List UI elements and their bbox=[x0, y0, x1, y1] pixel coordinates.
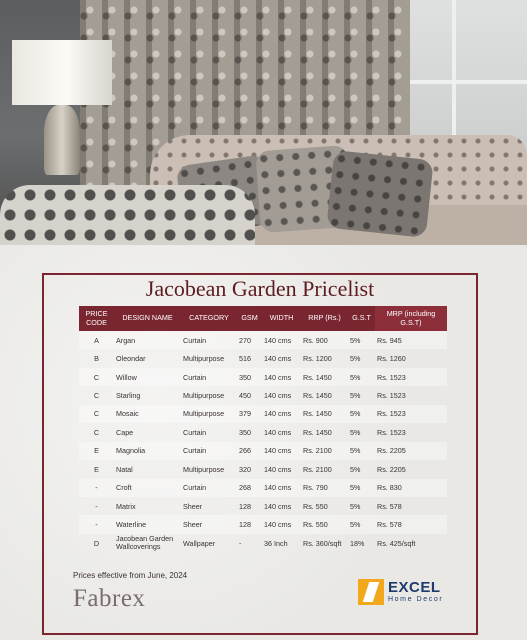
cell-category: Multipurpose bbox=[181, 405, 237, 423]
table-row bbox=[79, 386, 447, 404]
lamp-base bbox=[44, 105, 80, 175]
table-row bbox=[79, 368, 447, 386]
cell-design: Mosaic bbox=[114, 405, 181, 423]
cell-gst: 5% bbox=[348, 405, 375, 423]
cell-gst: 5% bbox=[350, 427, 361, 437]
cell-category: Curtain bbox=[183, 427, 207, 437]
cell-rrp: Rs. 1450 bbox=[303, 391, 332, 401]
cell-code: D bbox=[93, 538, 100, 548]
cell-gsm: 379 bbox=[237, 405, 262, 423]
cell-code: - bbox=[95, 501, 98, 511]
table-row bbox=[79, 442, 447, 460]
cell-gst: 5% bbox=[348, 331, 375, 349]
cell-width: 140 cms bbox=[262, 405, 301, 423]
cell-gst: 5% bbox=[350, 391, 361, 401]
cell-gst: 18% bbox=[350, 538, 365, 548]
cell-design: Magnolia bbox=[114, 442, 181, 460]
table-row bbox=[79, 534, 447, 552]
cell-rrp: Rs. 2100 bbox=[303, 464, 332, 474]
lamp-shade bbox=[12, 40, 112, 105]
cell-category: Curtain bbox=[181, 331, 237, 349]
cell-width: 36 Inch bbox=[264, 538, 288, 548]
cell-gst: 5% bbox=[350, 464, 361, 474]
cell-mrp: Rs. 830 bbox=[375, 479, 447, 497]
column-header: G.S.T bbox=[348, 306, 375, 331]
cell-code: E bbox=[94, 464, 99, 474]
cell-width: 140 cms bbox=[264, 427, 292, 437]
cell-design: Croft bbox=[114, 479, 181, 497]
cell-mrp: Rs. 578 bbox=[375, 515, 447, 533]
cell-design: Waterline bbox=[114, 515, 181, 533]
pricelist-title: Jacobean Garden Pricelist bbox=[145, 276, 375, 301]
column-header: WIDTH bbox=[262, 306, 301, 331]
excel-mark-icon bbox=[358, 579, 384, 605]
cell-design: Natal bbox=[116, 464, 133, 474]
cell-gsm: - bbox=[239, 538, 242, 548]
cell-width: 140 cms bbox=[264, 501, 292, 511]
table-row bbox=[79, 515, 447, 533]
cell-design: Jacobean Garden Wallcoverings bbox=[116, 534, 174, 552]
cell-width: 140 cms bbox=[262, 479, 301, 497]
cell-design: Matrix bbox=[116, 501, 136, 511]
table-row bbox=[79, 331, 447, 349]
cell-category: Curtain bbox=[181, 442, 237, 460]
cell-category: Multipurpose bbox=[183, 391, 225, 401]
cell-rrp: Rs. 790 bbox=[301, 479, 348, 497]
column-header: CATEGORY bbox=[181, 306, 237, 331]
cell-mrp: Rs. 945 bbox=[375, 331, 447, 349]
cell-rrp: Rs. 1200 bbox=[303, 354, 332, 364]
cell-design: Argan bbox=[114, 331, 181, 349]
table-row bbox=[79, 497, 447, 515]
table-header-row bbox=[79, 306, 447, 331]
cell-gst: 5% bbox=[350, 501, 361, 511]
cell-mrp: Rs. 1523 bbox=[375, 368, 447, 386]
cell-code: E bbox=[79, 442, 114, 460]
cell-rrp: Rs. 360/sqft bbox=[303, 538, 342, 548]
cell-rrp: Rs. 900 bbox=[301, 331, 348, 349]
cell-gst: 5% bbox=[348, 442, 375, 460]
cell-gsm: 270 bbox=[237, 331, 262, 349]
cell-mrp: Rs. 2205 bbox=[375, 442, 447, 460]
cell-gsm: 320 bbox=[239, 464, 251, 474]
cell-mrp: Rs. 1523 bbox=[377, 427, 406, 437]
cell-gsm: 450 bbox=[239, 391, 251, 401]
table-row bbox=[79, 423, 447, 441]
cell-mrp: Rs. 1260 bbox=[377, 354, 406, 364]
cell-design: Cape bbox=[116, 427, 134, 437]
column-header: RRP (Rs.) bbox=[301, 306, 348, 331]
column-header: MRP (including G.S.T) bbox=[375, 306, 447, 331]
column-header: GSM bbox=[237, 306, 262, 331]
column-header: PRICE CODE bbox=[79, 306, 114, 331]
cushion bbox=[326, 150, 434, 238]
table-row bbox=[79, 479, 447, 497]
cell-gsm: 268 bbox=[237, 479, 262, 497]
cell-width: 140 cms bbox=[264, 354, 292, 364]
cell-category: Sheer bbox=[183, 501, 203, 511]
cell-rrp: Rs. 1450 bbox=[303, 427, 332, 437]
cell-code: A bbox=[79, 331, 114, 349]
cell-mrp: Rs. 578 bbox=[377, 501, 402, 511]
table-row bbox=[79, 460, 447, 478]
cell-design: Oleondar bbox=[116, 354, 146, 364]
cell-mrp: Rs. 2205 bbox=[377, 464, 406, 474]
cell-mrp: Rs. 425/sqft bbox=[377, 538, 416, 548]
cell-category: Sheer bbox=[181, 515, 237, 533]
cell-gst: 5% bbox=[350, 354, 361, 364]
cell-gsm: 128 bbox=[237, 515, 262, 533]
excel-logo-subtext: Home Decor bbox=[388, 596, 444, 603]
table-row bbox=[79, 349, 447, 367]
cell-gsm: 128 bbox=[239, 501, 251, 511]
cell-code: C bbox=[93, 427, 100, 437]
pricelist-table bbox=[79, 306, 447, 552]
cell-code: B bbox=[94, 354, 99, 364]
cell-category: Curtain bbox=[181, 368, 237, 386]
cell-category: Multipurpose bbox=[183, 354, 225, 364]
cell-rrp: Rs. 550 bbox=[303, 501, 328, 511]
cell-width: 140 cms bbox=[262, 442, 301, 460]
cell-category: Multipurpose bbox=[183, 464, 225, 474]
cell-gst: 5% bbox=[348, 368, 375, 386]
cell-rrp: Rs. 2100 bbox=[301, 442, 348, 460]
cell-width: 140 cms bbox=[262, 368, 301, 386]
cell-width: 140 cms bbox=[262, 515, 301, 533]
cell-design: Willow bbox=[114, 368, 181, 386]
cell-code: C bbox=[79, 368, 114, 386]
cell-gsm: 516 bbox=[239, 354, 251, 364]
cell-mrp: Rs. 1523 bbox=[375, 405, 447, 423]
cell-category: Curtain bbox=[181, 479, 237, 497]
cell-code: C bbox=[79, 405, 114, 423]
effective-date-note: Prices effective from June, 2024 bbox=[73, 571, 188, 580]
cell-gsm: 266 bbox=[237, 442, 262, 460]
cell-gsm: 350 bbox=[237, 368, 262, 386]
cell-code: - bbox=[79, 515, 114, 533]
cell-design: Starling bbox=[116, 391, 141, 401]
armchair bbox=[0, 185, 255, 245]
excel-logo bbox=[358, 575, 458, 609]
cell-category: Wallpaper bbox=[183, 538, 216, 548]
table-row bbox=[79, 405, 447, 423]
cell-rrp: Rs. 550 bbox=[301, 515, 348, 533]
cell-gst: 5% bbox=[348, 479, 375, 497]
fabrex-logo: Fabrex bbox=[73, 585, 146, 612]
cell-rrp: Rs. 1450 bbox=[301, 405, 348, 423]
cell-mrp: Rs. 1523 bbox=[377, 391, 406, 401]
cell-gsm: 350 bbox=[239, 427, 251, 437]
excel-logo-text: EXCEL bbox=[388, 579, 441, 596]
cell-gst: 5% bbox=[348, 515, 375, 533]
cell-code: C bbox=[93, 391, 100, 401]
column-header: DESIGN NAME bbox=[114, 306, 181, 331]
cell-width: 140 cms bbox=[264, 391, 292, 401]
cell-rrp: Rs. 1450 bbox=[301, 368, 348, 386]
cell-width: 140 cms bbox=[264, 464, 292, 474]
hero-photo bbox=[0, 0, 527, 245]
cell-code: - bbox=[79, 479, 114, 497]
cell-width: 140 cms bbox=[262, 331, 301, 349]
